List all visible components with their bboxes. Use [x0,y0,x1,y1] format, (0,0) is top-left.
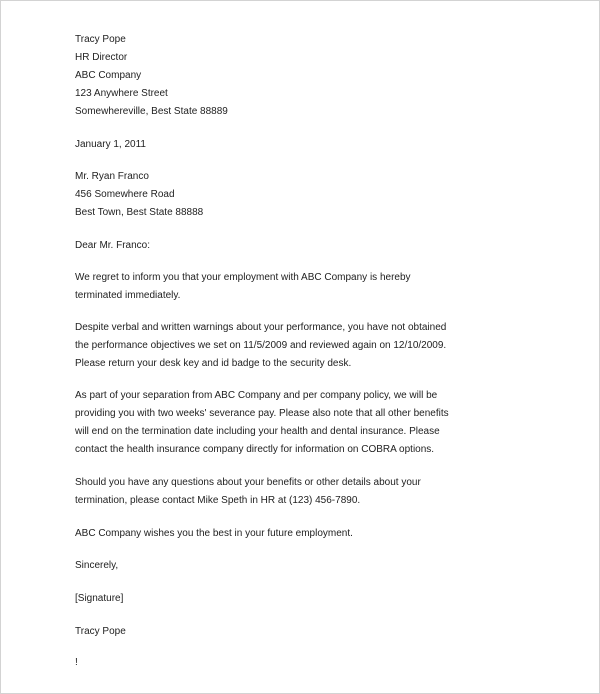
paragraph-line: termination, please contact Mike Speth in HR at (123) 456-7890. [75,495,361,506]
paragraph-line: We regret to inform you that your employment with ABC Company is hereby [75,272,411,283]
trailing-mark: ! [75,657,78,668]
paragraph-line: will end on the termination date including your health and dental insurance. Please [75,426,440,437]
sender-company: ABC Company [75,70,142,81]
paragraph-line: Please return your desk key and id badge to the security desk. [75,358,352,369]
recipient-street: 456 Somewhere Road [75,189,175,200]
paragraph-line: Should you have any questions about your benefits or other details about your [75,477,421,488]
sender-name: Tracy Pope [75,34,126,45]
sender-city: Somewhereville, Best State 88889 [75,106,228,117]
signer-name: Tracy Pope [75,626,126,637]
sender-street: 123 Anywhere Street [75,88,168,99]
paragraph-line: Despite verbal and written warnings about your performance, you have not obtained [75,322,447,333]
recipient-city: Best Town, Best State 88888 [75,207,204,218]
paragraph-line: ABC Company wishes you the best in your future employment. [75,528,353,539]
paragraph-line: terminated immediately. [75,290,181,301]
salutation: Dear Mr. Franco: [75,240,151,251]
sender-title: HR Director [75,52,128,63]
paragraph-line: contact the health insurance company directly for information on COBRA options. [75,444,435,455]
paragraph-line: providing you with two weeks' severance pay. Please also note that all other benefits [75,408,449,419]
paragraph-line: As part of your separation from ABC Company and per company policy, we will be [75,390,438,401]
closing: Sincerely, [75,560,119,571]
paragraph-line: the performance objectives we set on 11/5/2009 and reviewed again on 12/10/2009. [75,340,447,351]
signature-placeholder: [Signature] [75,593,124,604]
letter-date: January 1, 2011 [75,139,146,150]
recipient-name: Mr. Ryan Franco [75,171,149,182]
